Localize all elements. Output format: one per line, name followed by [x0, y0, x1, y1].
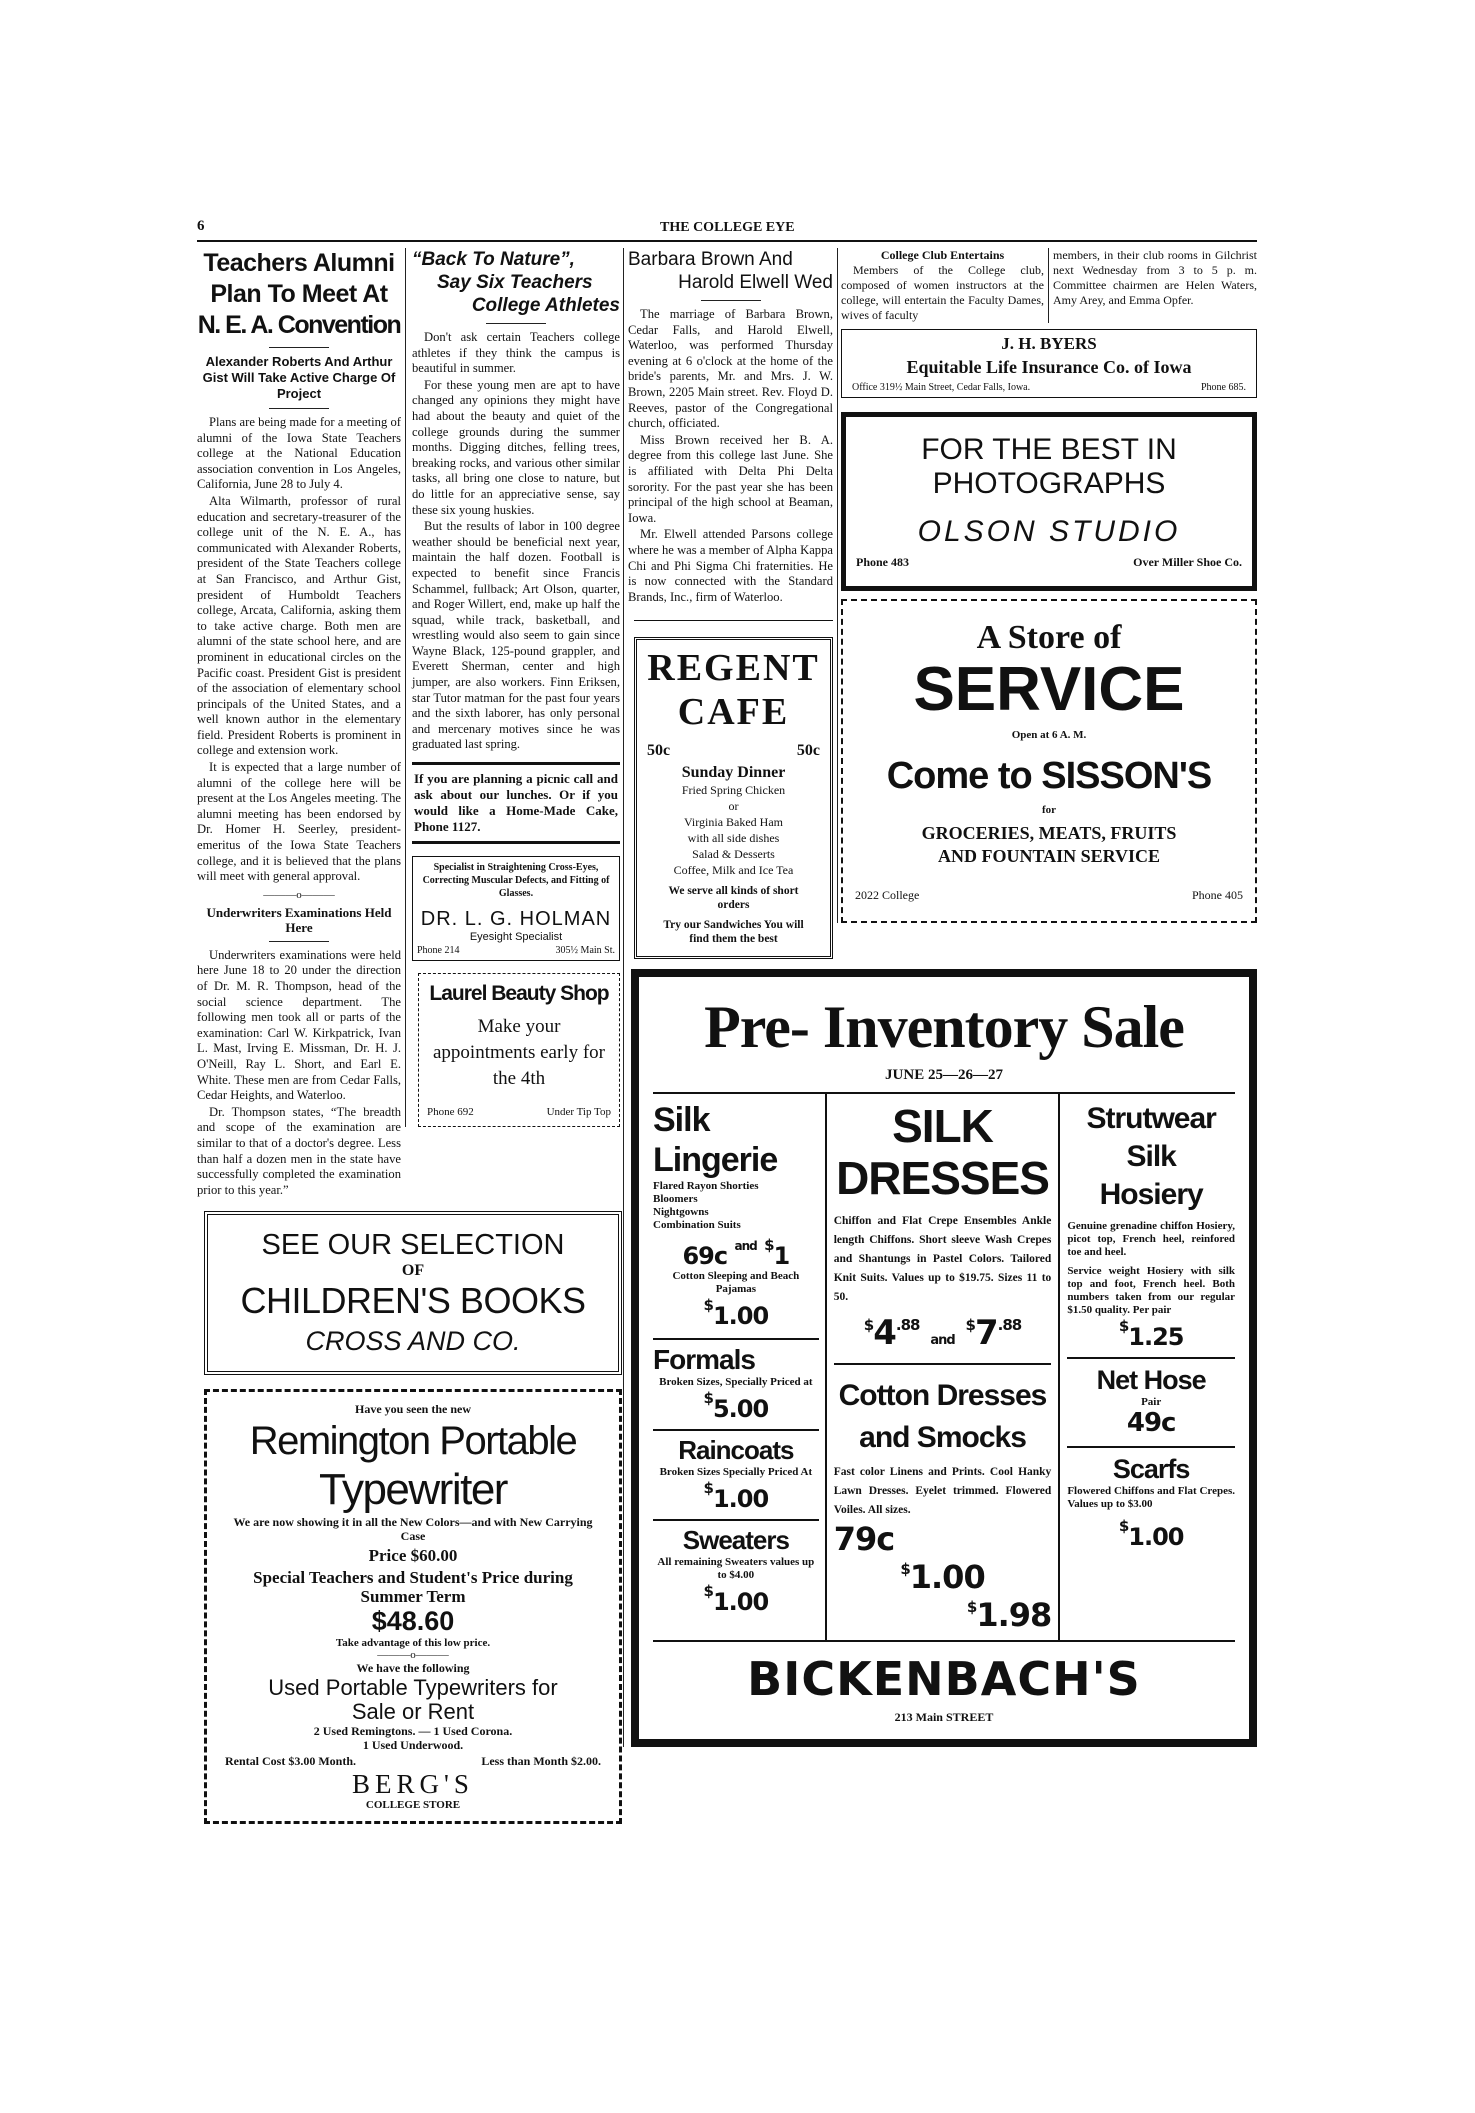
headline-underwriters: Underwriters Examinations Held Here [206, 904, 392, 935]
store-name: BICKENBACH'S [747, 1652, 1141, 1707]
article-college-club-cont: members, in their club rooms in Gilchrist next Wednesday from 3 to 5 p. m. Committee chairmen are Helen Waters, Amy Arey, and Emma Opfer. [1053, 248, 1257, 307]
headline: “Back To Nature”, Say Six Teachers College Athletes [412, 249, 620, 316]
column-3 [628, 248, 837, 959]
article-teachers-alumni: Teachers Alumni Plan To Meet At N. E. A. Convention Alexander Roberts And Arthur Gist Will Take Active Charge Of Project Plans are being made for a meeting of alumni of the Iowa State Teachers college at the National Education association convention in Los Angeles, California, June 28 to July 4. Alta Wilmarth, professor of rural education and secretary-treasurer of the college unit of the N. E. A., has communicated with Alexander Roberts, president of the State Teachers college at San Francisco, and Arthur Gist, president of Humboldt Teachers college, Arcata, California, asking them to take active charge. Both men are alumni of the state school here, and are prominent in educational circles on the Pacific coast. President Gist is president of the association of elementary school principals of the United States, and a well known author in the elementary field. President Roberts is prominent in college and extension work. It is expected that a large number of alumni of the college here will be present at the Los Angeles meeting. The alumni meeting has been endorsed by Dr. Homer H. Seerley, president-emeritus of the Iowa State Teachers college, and it is believed that the plans will meet with general approval. ———o——— Underwriters Examinations Held Here Underwriters examinations were held here June 18 to 20 under the direction of Dr. M. R. Thompson, head of the social science department. The following men took all or parts of the examination: Carl W. Kirkpatrick, Ivan L. Mast, Irving E. Missman, Dr. H. J. O'Neill, Ray L. Short, and Earl E. White. These men are from Cedar Falls, Cedar Heights, and Waterloo. Dr. Thompson states, “The breadth and scope of the examination are similar to that of a doctor's degree. Less than half a dozen men in the state have successfully completed the examination prior to this year.” [197, 249, 401, 1197]
headline: Barbara Brown And Harold Elwell Wed [628, 249, 833, 293]
left-block [197, 248, 622, 1824]
regent-cafe-ad: REGENT CAFE 50c 50c Sunday Dinner Fried Spring Chicken or Virginia Baked Ham with all side dishes Salad & Desserts Coffee, Milk and Ice Tea We serve all kinds of short orders Try our Sandwiches You will find them the best [634, 637, 833, 959]
paper-title: THE COLLEGE EYE [660, 220, 795, 235]
page-number: 6 [197, 218, 205, 234]
laurel-ad: Laurel Beauty Shop Make your appointments early for the 4th Phone 692 Under Tip Top [418, 973, 620, 1127]
holman-logo: DR. L. G. HOLMAN [420, 908, 612, 931]
dresses-section: SILK DRESSES Chiffon and Flat Crepe Ensembles Ankle length Chiffons. Short sleeve Wash Crepes and Shantungs in Pastel Colors. Tailored Knit Suits. Values up to $19.75. Sizes 11 to 50. $^{\$}4^{.88}$ and $^{\$}7^{.88}$ Cotton Dresses and Smocks Fast color Linens and Prints. Cool Hanky Lawn Dresses. Eyelet trimmed. Flowered Voiles. All sizes. 79c $1.00 $1.98 [825, 1094, 1061, 1640]
article-college-club: College Club Entertains Members of the College club, composed of women instructors at the college, will entertain the Faculty Dames, wives of faculty [841, 248, 1049, 323]
column-4 [837, 248, 1257, 923]
picnic-ad: If you are planning a picnic call and ask about our lunches. Or if you would like a Home-Made Cake, Phone 1127. [412, 762, 620, 844]
bickenbach-ad: Pre- Inventory Sale JUNE 25—26—27 Silk Lingerie Flared Rayon Shorties Bloomers Nightgowns Combination Suits 69c $^{and}$ $1 Cotton Sleeping and Beach Pajamas $1.00 Formals Broken Sizes, Specially Priced at $5.00 Raincoats Broken Sizes Specially Priced At $1.00 Sweaters All remaining Sweaters values up to $4.00 $1.00 SILK DRESSES Chiffon and Flat Crepe Ensembles Ankle length Chiffons. Short sleeve Wash Crepes and Shantungs in Pastel Colors. Tailored Knit Suits. Values up to $19.75. Sizes 11 to 50. $^{\$}4^{.88}$ and $^{\$}7^{.88}$ Cotton Dresses and Smocks Fast color Linens and Prints. Cool Hanky Lawn Dresses. Eyelet trimmed. Flowered Voiles. All sizes. 79c $1.00 $1.98 Strutwear Silk Hosiery Genuine grenadine chiffon Hosiery, picot top, French heel, reinfored toe and heel. Service weight Hosiery with silk top and foot, French heel. Both numbers taken from our regular $1.50 quality. Per pair $1.25 Net Hose Pair 49c Scarfs Flowered Chiffons and Flat Crepes. Values up to $3.00 $1.00 BICKENBACH'S 213 Main STREET [631, 969, 1257, 1747]
column-2 [405, 248, 622, 1127]
lingerie-section: Silk Lingerie Flared Rayon Shorties Bloomers Nightgowns Combination Suits 69c $^{and}$ $1 Cotton Sleeping and Beach Pajamas $1.00 Formals Broken Sizes, Specially Priced at $5.00 Raincoats Broken Sizes Specially Priced At $1.00 Sweaters All remaining Sweaters values up to $4.00 $1.00 [653, 1094, 825, 1640]
subhead: Alexander Roberts And Arthur Gist Will Take Active Charge Of Project [202, 354, 396, 401]
sisson-ad: A Store of SERVICE Open at 6 A. M. Come to SISSON'S for GROCERIES, MEATS, FRUITS AND FOUNTAIN SERVICE 2022 College Phone 405 [841, 599, 1257, 923]
article-wedding: Barbara Brown And Harold Elwell Wed The marriage of Barbara Brown, Cedar Falls, and Harold Elwell, Waterloo, was performed Thursday evening at 6 o'clock at the home of the bride's parents, Mr. and Mrs. J. W. Brown, 2205 Main street. Rev. Floyd D. Reeves, pastor of the Congregational church, officiated. Miss Brown received her B. A. degree from this college last June. She is affiliated with Delta Phi Delta sorority. For the past year she has been principal of the high school at Beaman, Iowa. Mr. Elwell attended Parsons college where he was a member of Alpha Kappa Chi and Phi Sigma Chi fraternities. He is now connected with the Standard Brands, Inc., firm of Waterloo. [628, 249, 833, 604]
bergs-ad: Have you seen the new Remington Portable Typewriter We are now showing it in all the New Colors—and with New Carrying Case Price $60.00 Special Teachers and Student's Price during Summer Term $48.60 Take advantage of this low price. ———o——— We have the following Used Portable Typewriters for Sale or Rent 2 Used Remingtons. — 1 Used Corona. 1 Used Underwood. Rental Cost $3.00 Month. Less than Month $2.00. BERG'S COLLEGE STORE [204, 1389, 622, 1824]
header-rule [197, 240, 1257, 242]
hosiery-section: Strutwear Silk Hosiery Genuine grenadine chiffon Hosiery, picot top, French heel, reinfored toe and heel. Service weight Hosiery with silk top and foot, French heel. Both numbers taken from our regular $1.50 quality. Per pair $1.25 Net Hose Pair 49c Scarfs Flowered Chiffons and Flat Crepes. Values up to $3.00 $1.00 [1067, 1102, 1236, 1552]
olson-studio-ad: FOR THE BEST IN PHOTOGRAPHS OLSON STUDIO Phone 483 Over Miller Shoe Co. [841, 412, 1257, 591]
sale-title: Pre- Inventory Sale [704, 994, 1184, 1061]
menu: Fried Spring Chicken or Virginia Baked Ham with all side dishes Salad & Desserts Coffee, Milk and Ice Tea [673, 783, 794, 878]
childrens-books-ad: SEE OUR SELECTION OF CHILDREN'S BOOKS CROSS AND CO. [204, 1211, 622, 1375]
right-block [623, 248, 1257, 1747]
byers-ad: J. H. BYERS Equitable Life Insurance Co. of Iowa Office 319½ Main Street, Cedar Falls, Iowa. Phone 685. [841, 329, 1257, 398]
article-back-to-nature: “Back To Nature”, Say Six Teachers College Athletes Don't ask certain Teachers college athletes if they think the campus is beautiful in summer. For these young men are apt to have changed any opinions they might have had about the beauty and quiet of the college grounds during the summer months. Digging ditches, felling trees, breaking rocks, and various other similar tasks, all bring one close to nature, but do little for an appreciative sense, say these six young huskies. But the results of labor in 100 degree weather should be beneficial next year, maintain the half dozen. Football is expected to benefit since Francis Schammel, fullback; Art Olson, quarter, and Roger Willert, end, make up half the squad, while track, basketball, and wrestling would also seem to gain since Wayne Black, 125-pound grappler, and Everett Sherman, center and high jumper, are also workers. Finn Eriksen, star Tutor matman for the past four years and the sixth laborer, has only personal and mercenary motives since he was graduated last spring. [412, 249, 620, 752]
holman-ad: Specialist in Straightening Cross-Eyes, Correcting Muscular Defects, and Fitting of Glasses. DR. L. G. HOLMAN Eyesight Specialist Phone 214 305½ Main St. [412, 856, 620, 961]
headline: Teachers Alumni Plan To Meet At N. E. A. Convention [197, 249, 401, 339]
